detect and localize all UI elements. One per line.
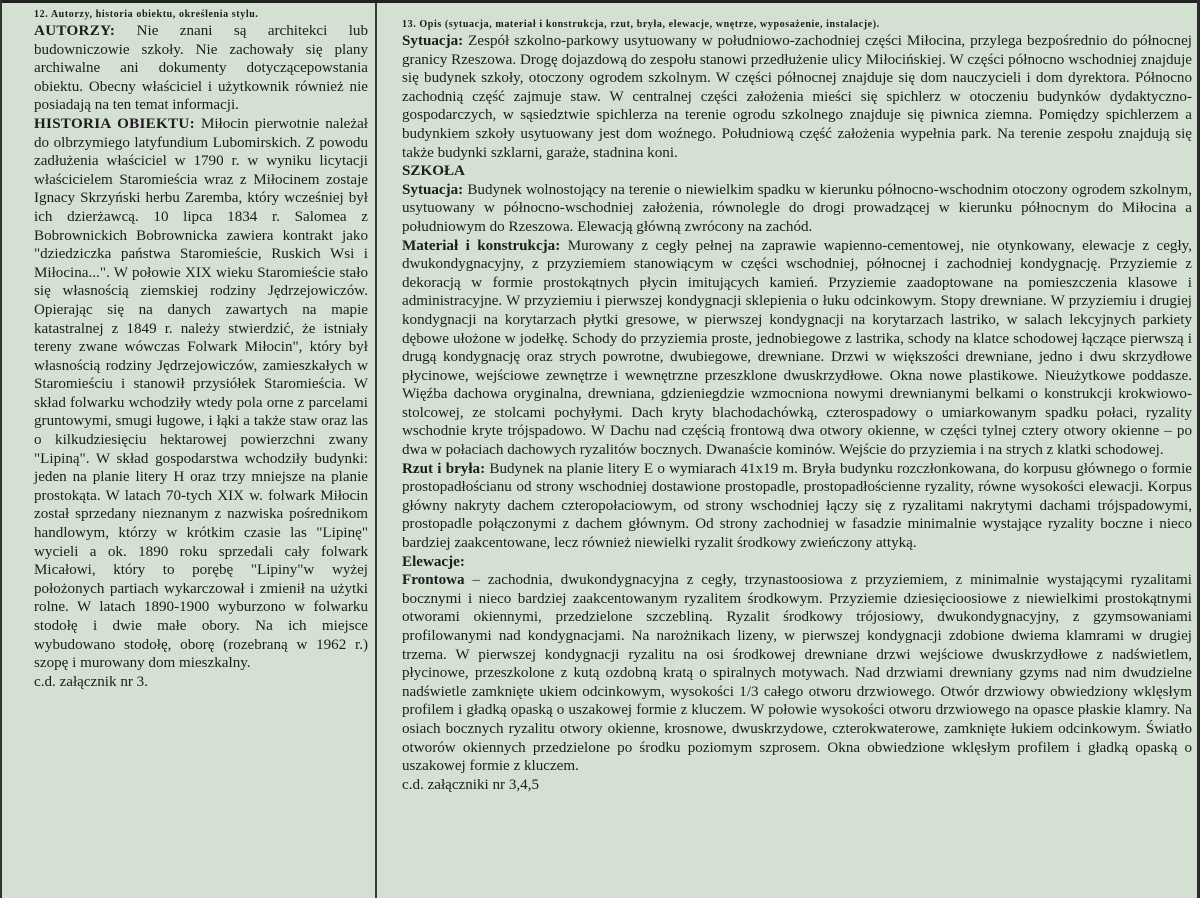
right-body (402, 9, 1192, 794)
page-border-top (0, 0, 1200, 3)
left-column (34, 9, 368, 691)
historia-paragraph (34, 115, 368, 673)
sytuacja-szkola-text: Budynek wolnostojący na terenie o niewielkim spadku w kierunku północno-wschodnim otoczony ogrodem szkolnym, usytuowany w północno-wschodniej założenia, równolegle do drogi prowadzącej w kierunku północnym do Miłocina a południowym do Rzeszowa. Elewacją główną zwrócony na zachód. (402, 181, 1192, 235)
autorzy-paragraph (34, 22, 368, 115)
frontowa-paragraph (402, 571, 1192, 776)
page-border-left (0, 0, 2, 898)
historia-label: HISTORIA OBIEKTU: (34, 115, 195, 132)
rzut-paragraph (402, 460, 1192, 553)
historia-text: Miłocin pierwotnie należał do olbrzymiego latyfundium Lubomirskich. Z powodu zadłużenia właściciel w 1790 r. w wyniku licytacji właścicielem Staromieścia wraz z Miłocinem zostaje Ignacy Skrzyński herbu Zaremba, który wcześniej był ich dzierżawcą. 10 lipca 1834 r. Salomea z Bobrownickich Bobrownicka zawiera kontrakt jako "dziedziczka państwa Staromieście, Ruskich Wsi i Miłocina...". W połowie XIX wieku Staromieście stało się własnością ziemskiej rodziny Jędrzejowiczów. Opierając się na danych zawartych na mapie katastralnej z 1849 r. należy stwierdzić, że istniały tereny zwane wówczas Folwark Miłocin", który był własnością rodziny Jędrzejowiczów, zamieszkałych w Staromieściu i stanowił przysiółek Staromieścia. W skład folwarku wchodziły wtedy pola orne z parcelami gruntowymi, smugi ługowe, i łąki a także staw oraz las o kilkudziesięciu hektarowej powierzchni zwany "Lipiną". W skład gospodarstwa wchodziły budynki: jeden na planie litery H oraz trzy mniejsze na planie prostokąta. W latach 70-tych XIX w. folwark Miłocin został sprzedany nieznanym z nazwiska pośrednikom handlowym, którzy w krótkim czasie las "Lipinę" wycieli a ok. 1890 roku sprzedali cały folwark Micałowi, który to porębę "Lipiny"w wyżej położonych partiach wykarczował i zmienił na użytki rolne. W latach 1890-1900 wyburzono w folwarku stodołę i dwie małe obory. Na ich miejsce wybudowano stodołę, oborę (rozebraną w 1962 r.) szopę i murowany dom mieszkalny. (34, 115, 368, 672)
autorzy-label: AUTORZY: (34, 23, 116, 39)
right-column (402, 9, 1192, 794)
material-text: Murowany z cegły pełnej na zaprawie wapienno-cementowej, nie otynkowany, elewacje z cegły, dwukondygnacyjny, z przyziemiem stanowiącym w części wschodniej, północnej i zachodniej kondygnację. Przyziemie z dekoracją w formie prostokątnych płycin imitujących kamień. Przyziemie zaadoptowane na pomieszczenia klasowe i administracyjne. W przyziemiu i pierwszej kondygnacji sklepienia o łuku odcinkowym. Stopy drewniane. W przyziemiu i drugiej kondygnacji na korytarzach płytki gresowe, w pierwszej kondygnacji na korytarzach lastriko, w salach lekcyjnych parkiety dębowe ułożone w jodełkę. Schody do przyziemia proste, jednobiegowe z lastrika, schody na klatce schodowej łączące pierwszą i drugą kondygnację oraz strych powrotne, dwubiegowe, drewniane. Drzwi w większości drewniane, jedno i dwu skrzydłowe płycinowe, wejściowe zewnętrze i wewnętrzne przeszklone dwuskrzydłowe. Okna nowe plastikowe. Nieużytkowe poddasze. Więźba dachowa oryginalna, drewniana, gdzieniegdzie wzmocniona nowymi drewnianymi belkami o konstrukcji krokwiowo-stolcowej, ze stolcami pochyłymi. Dach kryty blachodachówką, czterospadowy o umiarkowanym spadku połaci, ryzality wschodnie kryte trójspadowo. W Dachu nad częścią frontową dwa otwory okienne, w części tylnej cztery otwory okienne – po dwa w połaciach dachowych ryzalitów bocznych. Dwanaście kominów. Wejście do przyziemia i na strych z klatki schodowej. (402, 237, 1192, 459)
szkola-heading: SZKOŁA (402, 163, 465, 180)
section-13-header: 13. Opis (sytuacja, materiał i konstrukcja, rzut, bryła, elewacje, wnętrze, wyposażenie, instalacje). (402, 19, 880, 30)
material-label: Materiał i konstrukcja: (402, 237, 561, 254)
rzut-text: Budynek na planie litery E o wymiarach 41x19 m. Bryła budynku rozczłonkowana, do korpusu głównego o formie prostopadłościanu od strony wschodniej dostawione prostopadle, prostopadłościenne ryzality, równe wysokości elewacji. Korpus główny nakryty dachem czteropołaciowym, od strony wschodniej łączy się z ryzalitami nakrytymi dachami trójspadowymi, prostopadle połączonymi z dachem głównym. Od strony zachodniej w fasadzie minimalnie wystające ryzality boczne i nieco bardziej zaakcentowane, lecz również niewielki ryzalit środkowy zwieńczony attyką. (402, 460, 1192, 552)
left-reference: c.d. załącznik nr 3. (34, 673, 148, 690)
rzut-label: Rzut i bryła: (402, 460, 486, 477)
sytuacja-zespol-paragraph (402, 32, 1192, 162)
sytuacja-szkola-paragraph (402, 181, 1192, 237)
sytuacja-zespol-text: Zespół szkolno-parkowy usytuowany w południowo-zachodniej części Miłocina, przylega bezpośrednio do północnej granicy Rzeszowa. Drogę dojazdową do zespołu stanowi przedłużenie ulicy Miłocińskiej. W części północno wschodniej znajduje się budynek szkoły, otoczony ogrodem szkolnym. W części północnej znajduje się dom nauczycieli i dom dyrektora. Północno zachodnią część zajmuje staw. W centralnej części założenia mieści się spichlerz w otoczeniu budynków dydaktyczno-gospodarczych, w sąsiedztwie spichlerza na terenie ogrodu szkolnego znajduje się piwnica ziemna. Pomiędzy spichlerzem a budynkiem szkoły usytuowany jest dom woźnego. Południową część założenia wypełnia park. Na terenie zespołu znajdują się także budynki szklarni, garaże, stadnina koni. (402, 33, 1192, 161)
frontowa-text: – zachodnia, dwukondygnacyjna z cegły, trzynastoosiowa z przyziemiem, z minimalnie wystającymi ryzalitami bocznymi i nieco bardziej zaakcentowanym ryzalitem środkowym. Przyziemie dziesięcioosiowe z niewielkimi prostokątnymi otworami okiennymi, przedzielone szczebliną. Ryzalit środkowy trójosiowy, dwukondygnacyjny, z gzymsowaniami profilowanymi nad kondygnacjami. Na narożnikach lizeny, w pierwszej kondygnacji zdobione dwiema klamrami w drugiej trzema. W pierwszej kondygnacji ryzalitu na osi środkowej drewniane drzwi wejściowe dwuskrzydłowe z nadświetlem, płycinowe, przeszkolone z kutą ozdobną kratą o spiralnych motywach. Nad drzwiami drewniany gzyms nad nim dwudzielne nadświetle zamknięte ukiem odcinkowym, wysokości 1/3 całego otworu drzwiowego. Otwór drzwiowy obwiedziony wklęsłym profilem i gładką opaską o uszakowej formie z kluczem. W połowie wysokości otworu drzwiowego na opasce płaskie klamry. Na osiach bocznych ryzalitu otwory okienne, krosnowe, dwuskrzydowe, czterokwaterowe, zamknięte łukiem odcinkowym. Światło otworów okiennych przedzielone po środku poziomym szprosem. Okna obwiedzione wklęsłym profilem i gładką opaską o uszakowej formie z kluczem. (402, 572, 1192, 775)
section-12-header: 12. Autorzy, historia obiektu, określenia stylu. (34, 9, 259, 20)
sytuacja-szkola-label: Sytuacja: (402, 181, 464, 198)
frontowa-label: Frontowa (402, 572, 465, 589)
autorzy-text: Nie znani są architekci lub budowniczowie szkoły. Nie zachowały się plany archiwalne ani dokumenty dotyczącepowstania obiektu. Obecny właściciel i użytkownik również nie posiadają na ten temat informacji. (34, 23, 368, 114)
column-divider (375, 3, 377, 898)
right-reference: c.d. załączniki nr 3,4,5 (402, 776, 540, 793)
material-paragraph (402, 237, 1192, 460)
sytuacja-label: Sytuacja: (402, 33, 464, 49)
elewacje-heading: Elewacje: (402, 553, 465, 570)
